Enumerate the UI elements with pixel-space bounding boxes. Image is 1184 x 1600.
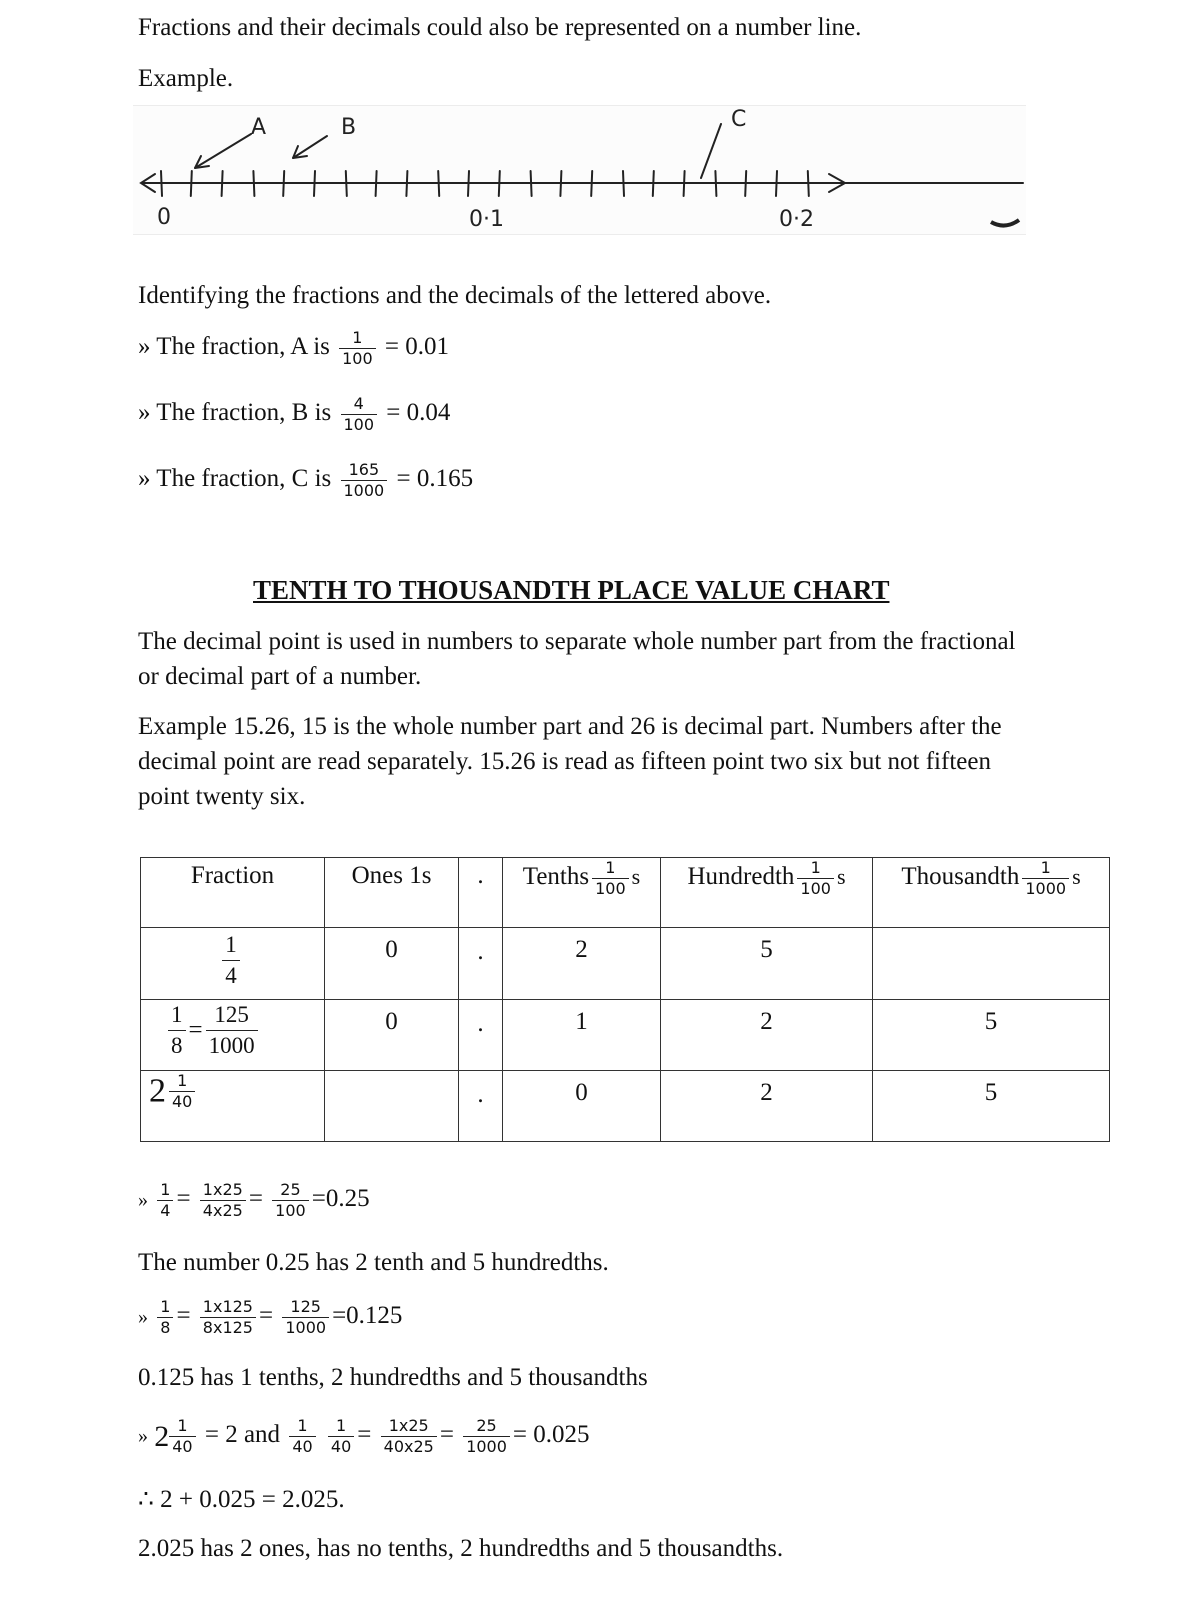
table-row	[141, 1071, 1110, 1142]
row2-ones: 0	[325, 1000, 459, 1071]
tick-mark	[283, 171, 284, 196]
item-a-fraction: $\frac{1}{100}$	[339, 328, 376, 369]
intro-text: Fractions and their decimals could also be represented on a number line.	[138, 14, 862, 41]
row2-fraction: $\frac{1}{8}$ = $\frac{125}{1000}$	[141, 1000, 325, 1071]
tick-mark	[745, 171, 746, 196]
tick-mark	[253, 171, 254, 196]
tick-mark	[438, 171, 439, 196]
row1-ones: 0	[325, 928, 459, 1000]
item-c-result: = 0.165	[396, 465, 474, 493]
item-a-prefix: » The fraction, A is	[138, 333, 330, 361]
header-tenths: Tenths $\frac{1}{100}$ s	[503, 858, 661, 928]
row1-thousandths	[873, 928, 1110, 1000]
row2-hundredths: 2	[661, 1000, 873, 1071]
row2-dot: .	[459, 1000, 503, 1071]
row3-ones	[325, 1071, 459, 1142]
chart-title: TENTH TO THOUSANDTH PLACE VALUE CHART	[253, 575, 890, 605]
row3-tenths: 0	[503, 1071, 661, 1142]
item-b-prefix: » The fraction, B is	[138, 399, 332, 427]
row1-hundredths: 5	[661, 928, 873, 1000]
item-a-result: = 0.01	[384, 333, 450, 361]
row2-tenths: 1	[503, 1000, 661, 1071]
row2-thousandths: 5	[873, 1000, 1110, 1071]
tick-label-0-2: 0·2	[779, 207, 814, 232]
row3-dot: .	[459, 1071, 503, 1142]
number-line-svg	[133, 106, 1026, 234]
sentence-2: 0.125 has 1 tenths, 2 hundredths and 5 thousandths	[138, 1364, 648, 1391]
paragraph-2: Example 15.26, 15 is the whole number part and 26 is decimal part. Numbers after the decimal point are read separately. 15.26 is read as fifteen point two six but not fifteen point twenty six.	[138, 713, 1002, 810]
header-thousandth: Thousandth $\frac{1}{1000}$ s	[873, 858, 1110, 928]
tick-label-0: 0	[157, 205, 171, 230]
example-label: Example.	[138, 65, 234, 92]
header-hundredth: Hundredth $\frac{1}{100}$ s	[661, 858, 873, 928]
paragraph-1: The decimal point is used in numbers to separate whole number part from the fractional or decimal part of a number.	[138, 628, 1016, 690]
sentence-3: 2.025 has 2 ones, has no tenths, 2 hundredths and 5 thousandths.	[138, 1535, 784, 1562]
sentence-1: The number 0.25 has 2 tenth and 5 hundredths.	[138, 1249, 609, 1276]
header-fraction: Fraction	[141, 858, 325, 928]
number-line-figure	[133, 105, 1026, 235]
label-a: A	[251, 115, 267, 140]
tick-mark	[808, 171, 809, 196]
tick-mark	[684, 171, 685, 196]
place-value-table	[140, 857, 1110, 1142]
row3-hundredths: 2	[661, 1071, 873, 1142]
tick-mark	[591, 171, 592, 196]
row3-fraction: 2 $\frac{1}{40}$	[141, 1071, 325, 1142]
item-c-prefix: » The fraction, C is	[138, 465, 332, 493]
corner-mark	[991, 220, 1019, 226]
item-b-result: = 0.04	[386, 399, 451, 427]
label-c: C	[731, 107, 747, 132]
arrow-a	[195, 134, 251, 168]
item-c	[138, 460, 473, 501]
row3-thousandths: 5	[873, 1071, 1110, 1142]
row1-fraction: $\frac{1}{4}$	[141, 928, 325, 1000]
tick-label-0-1: 0·1	[469, 207, 504, 232]
table-header-row	[141, 858, 1110, 928]
tick-mark	[346, 171, 347, 196]
row1-tenths: 2	[503, 928, 661, 1000]
tick-mark	[715, 171, 716, 196]
tick-mark	[314, 171, 315, 196]
tick-mark	[468, 171, 469, 196]
therefore-line: ∴ 2 + 0.025 = 2.025.	[138, 1486, 345, 1513]
work-3: » 2 $\frac{1}{40}$ = 2 and $\frac{1}{40}$ $\frac{1}{40}$ = $\frac{1x25}{40x25}$ = $\frac{25}{1000}$ = 0.025	[138, 1416, 590, 1456]
work-1: » $\frac{1}{4}$ = $\frac{1x25}{4x25}$ = $\frac{25}{100}$ =0.25	[138, 1180, 370, 1220]
header-ones: Ones 1s	[325, 858, 459, 928]
tick-mark	[376, 171, 377, 196]
row1-dot: .	[459, 928, 503, 1000]
item-c-fraction: $\frac{165}{1000}$	[341, 460, 388, 501]
work-2: » $\frac{1}{8}$ = $\frac{1x125}{8x125}$ = $\frac{125}{1000}$ =0.125	[138, 1297, 403, 1337]
table-row	[141, 1000, 1110, 1071]
tick-mark	[191, 171, 192, 196]
tick-mark	[222, 171, 223, 196]
tick-mark	[560, 171, 561, 196]
tick-mark	[623, 171, 624, 196]
arrow-c	[701, 124, 721, 178]
header-dot: .	[459, 858, 503, 928]
item-b	[138, 394, 450, 435]
identify-text: Identifying the fractions and the decimals of the lettered above.	[138, 282, 772, 309]
table-row	[141, 928, 1110, 1000]
tick-mark	[531, 171, 532, 196]
item-a	[138, 328, 449, 369]
tick-mark	[499, 171, 500, 196]
label-b: B	[341, 115, 357, 140]
tick-mark	[161, 171, 162, 196]
tick-mark	[776, 171, 777, 196]
tick-mark	[653, 171, 654, 196]
item-b-fraction: $\frac{4}{100}$	[341, 394, 378, 435]
tick-mark	[406, 171, 407, 196]
